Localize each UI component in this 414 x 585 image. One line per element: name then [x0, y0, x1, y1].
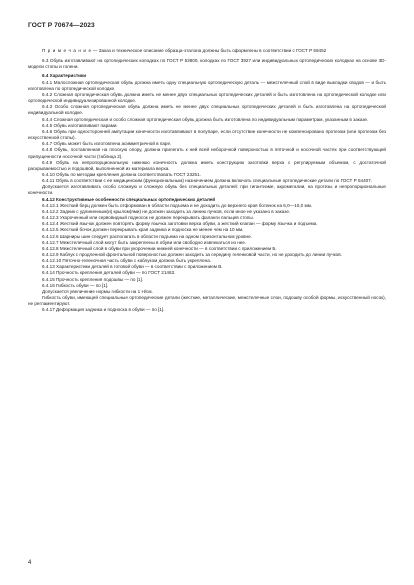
paragraph-6-4-2: 6.4.2 Сложная ортопедическая обувь должна иметь не менее двух специальных ортопедических деталей и быть изготовлена на ортопедической колодке или ортопедической индивидуализированной колодке. — [28, 91, 386, 104]
paragraph-6-4-9: 6.4.9 Обувь на непропорциональную нижнюю конечность должна иметь конструкцию заготовки верха с регулируемым объемом, с достаточной раскрываемостью и подошвой, выполненной из материала верха. — [28, 159, 386, 171]
paragraph-6-4-6: 6.4.6 Обувь при односторонней ампутации конечности изготавливают в полупаре, если отсутствие конечности не компенсировано протезом (или протезом без искусственной стопы). — [28, 128, 386, 141]
paragraph-6-4-15: 6.4.15 Прочность крепления подошвы — по [1]. — [42, 276, 144, 282]
paragraph-6-4-12-9: 6.4.12.9 Каблук с продленной фронтальной поверхностью должен заходить за середину геленковой части, но не доходить до линии пучков. — [42, 252, 342, 257]
paragraph-6-4-11: 6.4.11 Обувь в соответствии с ее медицинским (функциональным) назначением должна включать специальные ортопедические детали по ГОСТ Р 54407. — [42, 178, 373, 184]
paragraph-6-4-12-2: 6.4.12.2 Задник с удлиненным(и) крылом(ями) не должен заходить за линию пучков, если иное не указано в заказе. — [42, 208, 291, 214]
section-heading-6-4-12: 6.4.12 Конструктивные особенности специальных ортопедических деталей — [42, 196, 216, 202]
note-text: — Заказ и техническое описание образца-эталона должны быть оформлены в соответствии с ГОСТ Р 59452 — [91, 48, 327, 53]
paragraph-6-4-1: 6.4.1 Малосложная ортопедическая обувь должна иметь одну специальную ортопедическую деталь — межстелечный слой в виде выкладки сводов — и быть изготовлена по ортопедической колодке. — [28, 79, 386, 91]
paragraph-6-4-12-3: 6.4.12.3 Укороченный или сервовидный подносок не должен перекрывать фаланги пальцев стопы. — [42, 215, 254, 221]
paragraph-6-4-13: 6.4.13 Характеристики деталей в готовой обуви — в соответствии с приложением В. — [42, 264, 223, 270]
paragraph-6-3: 6.3 Обувь изготавливают на ортопедических колодках по ГОСТ Р 53800, колодках по ГОСТ 3927 или индивидуальных ортопедических колодках на основе 3D-модели стопы и голени. — [28, 57, 386, 69]
note-paragraph — [28, 48, 386, 54]
page-number: 4 — [28, 560, 32, 566]
paragraph-6-4-16-flexibility-note: Гибкость обуви, имеющей специальные ортопедические детали (жесткие, металлические, межстелечные слои, подошву особой формы, искусственный носок), не регламентируют. — [28, 295, 386, 307]
paragraph-6-4-12-4: 6.4.12.4 Жесткий язычок должен повторять форму язычка заготовки верха обуви, а жесткий клапан — форму язычка и подъема. — [42, 221, 318, 227]
paragraph-6-4-12-6: 6.4.12.6 Шарниры шин следует располагать в области подъема на одном горизонтальном уровне. — [42, 233, 252, 239]
paragraph-6-4-7: 6.4.7 Обувь может быть изготовлена асимметричной в паре. — [42, 141, 172, 147]
paragraph-6-4-12-8: 6.4.12.8 Межстелечный слой в обуви при укорочении нижней конечности — в соответствии с приложением Б. — [42, 245, 277, 251]
paragraph-6-4-17: 6.4.17 Деформация задника и подноска в обуви — по [1]. — [42, 307, 165, 313]
paragraph-6-4-4: 6.4.4 Сложная ортопедическая и особо сложная ортопедическая обувь должна быть изготовлена по индивидуальным параметрам, указанным в заказе. — [42, 116, 369, 122]
paragraph-6-4-12-10: 6.4.12.10 Пяточно-геленочная часть обуви с каблуком должна быть укреплена. — [42, 258, 212, 264]
note-label: П р и м е ч а н и е — [42, 48, 92, 53]
page-header-standard-number: ГОСТ Р 70674—2023 — [28, 22, 95, 29]
paragraph-6-4-16: 6.4.16 Гибкость обуви — по [1]. — [42, 282, 109, 288]
document-body — [28, 48, 386, 314]
section-heading-6-4: 6.4 Характеристики — [42, 73, 87, 79]
paragraph-6-4-8: 6.4.8 Обувь, поставленная на плоскую опору, должна прилегать к ней всей неборочной поверхностью в пяточной и носочной частях при соответствующей припущенности носочной части (таблица 2). — [28, 147, 386, 159]
paragraph-6-4-12-1: 6.4.12.1 Жесткий берц должен быть отформован в области подъема и не доходить до верхнего края ботинок на 6,0—10,0 мм. — [42, 202, 313, 208]
paragraph-6-4-12-5: 6.4.12.5 Жесткий бочок должен перекрывать края задника и подноска не менее чем на 10 мм. — [42, 227, 244, 233]
paragraph-6-4-10: 6.4.10 Обувь по методам крепления должна соответствовать ГОСТ 23251. — [42, 171, 201, 177]
paragraph-6-4-11-allowance: Допускается изготавливать особо сложную и сложную обувь без специальных деталей: при гигантизме, акромегалии, на протезы и непропорциональные конечности. — [28, 184, 386, 196]
paragraph-6-4-14: 6.4.14 Прочность крепления деталей обуви — по ГОСТ 21463. — [42, 270, 176, 276]
paragraph-6-4-12-7: 6.4.12.7 Межстелечный слой могут быть закреплены в обуви или свободно извлекаться из нее. — [42, 239, 247, 245]
paragraph-6-4-5: 6.4.5 Обувь изготавливают парами. — [42, 122, 118, 128]
paragraph-6-4-16-allowance: Допускается увеличение нормы гибкости на 1 Н/см. — [42, 288, 153, 294]
paragraph-6-4-3: 6.4.3 Особо сложная ортопедическая обувь должна иметь не менее двух специальных ортопедических деталей и быть изготовлена на ортопедической индивидуальной колодке. — [28, 104, 386, 116]
